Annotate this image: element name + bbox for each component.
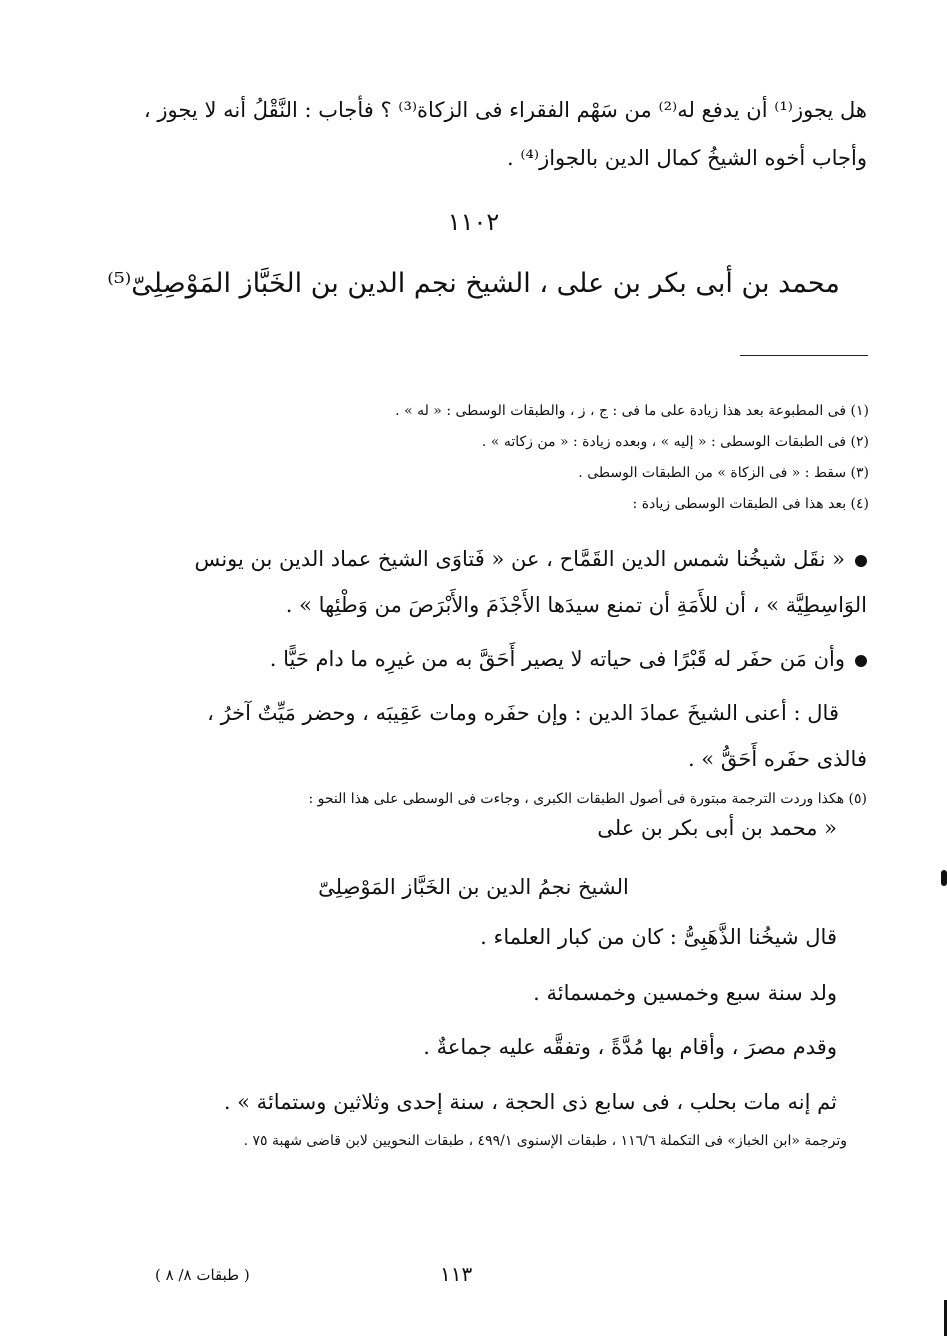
footnotes-top: [130, 396, 869, 520]
page-number: ١١٣: [440, 1262, 473, 1286]
quote-line-3: قال شيخُنا الذَّهَبِىُّ : كان من كبار العلماء .: [480, 925, 837, 949]
entry-number: ١١٠٢: [447, 208, 500, 236]
inserted-text: [150, 536, 867, 782]
quote-line-4: ولد سنة سبع وخمسين وخمسمائة .: [533, 981, 837, 1005]
inserted-paragraph-3: قال : أعنى الشيخَ عمادَ الدين : وإن حفَره ومات عَقِيبَه ، وحضر مَيِّتٌ آخرُ ، فالذى حفَره أَحَقُّ » .: [207, 701, 867, 771]
printer-signature: ( طبقات ٨/ ٨ ): [155, 1266, 250, 1284]
quote-line-6: ثم إنه مات بحلب ، فى سابع ذى الحجة ، سنة إحدى وثلاثين وستمائة » .: [223, 1090, 837, 1114]
scan-edge-mark: [941, 870, 947, 886]
inserted-paragraph-2: وأن مَن حفَر له قَبْرًا فى حياته لا يصير أَحَقَّ به من غيرِه ما دام حَيًّا .: [150, 636, 867, 682]
footnote-3: (٣) سقط : « فى الزكاة » من الطبقات الوسطى .: [578, 465, 869, 481]
quote-line-1: « محمد بن أبى بكر بن على: [597, 816, 837, 840]
top-paragraph-line-1: هل يجوز⁽¹⁾ أن يدفع له⁽²⁾ من سَهْم الفقراء فى الزكاة⁽³⁾ ؟ فأجاب : النَّقْلُ أنه لا يجوز ،: [143, 98, 867, 122]
top-paragraph: [130, 86, 867, 182]
inserted-paragraph-1: « نقَل شيخُنا شمس الدين القَمَّاح ، عن « فَتاوَى الشيخ عماد الدين بن يونس الوَاسِطِيَّة » ، أن للأَمَةِ أن تمنع سيدَها الأَجْذَمَ والأَبْرَصَ من وَطْئِها » .: [194, 547, 867, 617]
sources-line: وترجمة «ابن الخباز» فى التكملة ١١٦/٦ ، طبقات الإسنوى ٤٩٩/١ ، طبقات النحويين لابن قاضى شهبة ٧٥ .: [243, 1133, 847, 1149]
entry-title: محمد بن أبى بكر بن على ، الشيخ نجم الدين بن الخَبَّاز المَوْصِلِىّ⁽⁵⁾: [107, 268, 840, 299]
footnote-5-intro: (٥) هكذا وردت الترجمة مبتورة فى أصول الطبقات الكبرى ، وجاءت فى الوسطى على هذا النحو :: [308, 791, 867, 807]
top-paragraph-line-2: وأجاب أخوه الشيخُ كمال الدين بالجواز⁽⁴⁾ .: [506, 146, 867, 170]
footnote-1: (١) فى المطبوعة بعد هذا زيادة على ما فى : ج ، ز ، والطبقات الوسطى : « له » .: [395, 403, 869, 419]
footnote-4: (٤) بعد هذا فى الطبقات الوسطى زيادة :: [632, 496, 869, 512]
quote-line-5: وقدم مصرَ ، وأقام بها مُدَّةً ، وتفقَّه عليه جماعةٌ .: [423, 1035, 837, 1059]
footnote-separator: [740, 355, 868, 356]
footnote-2: (٢) فى الطبقات الوسطى : « إليه » ، وبعده زيادة : « من زكاته » .: [481, 434, 869, 450]
quote-line-2: الشيخ نجمُ الدين بن الخَبَّاز المَوْصِلِىّ: [318, 875, 629, 899]
bullet-icon: [855, 555, 867, 567]
bullet-icon: [855, 655, 867, 667]
